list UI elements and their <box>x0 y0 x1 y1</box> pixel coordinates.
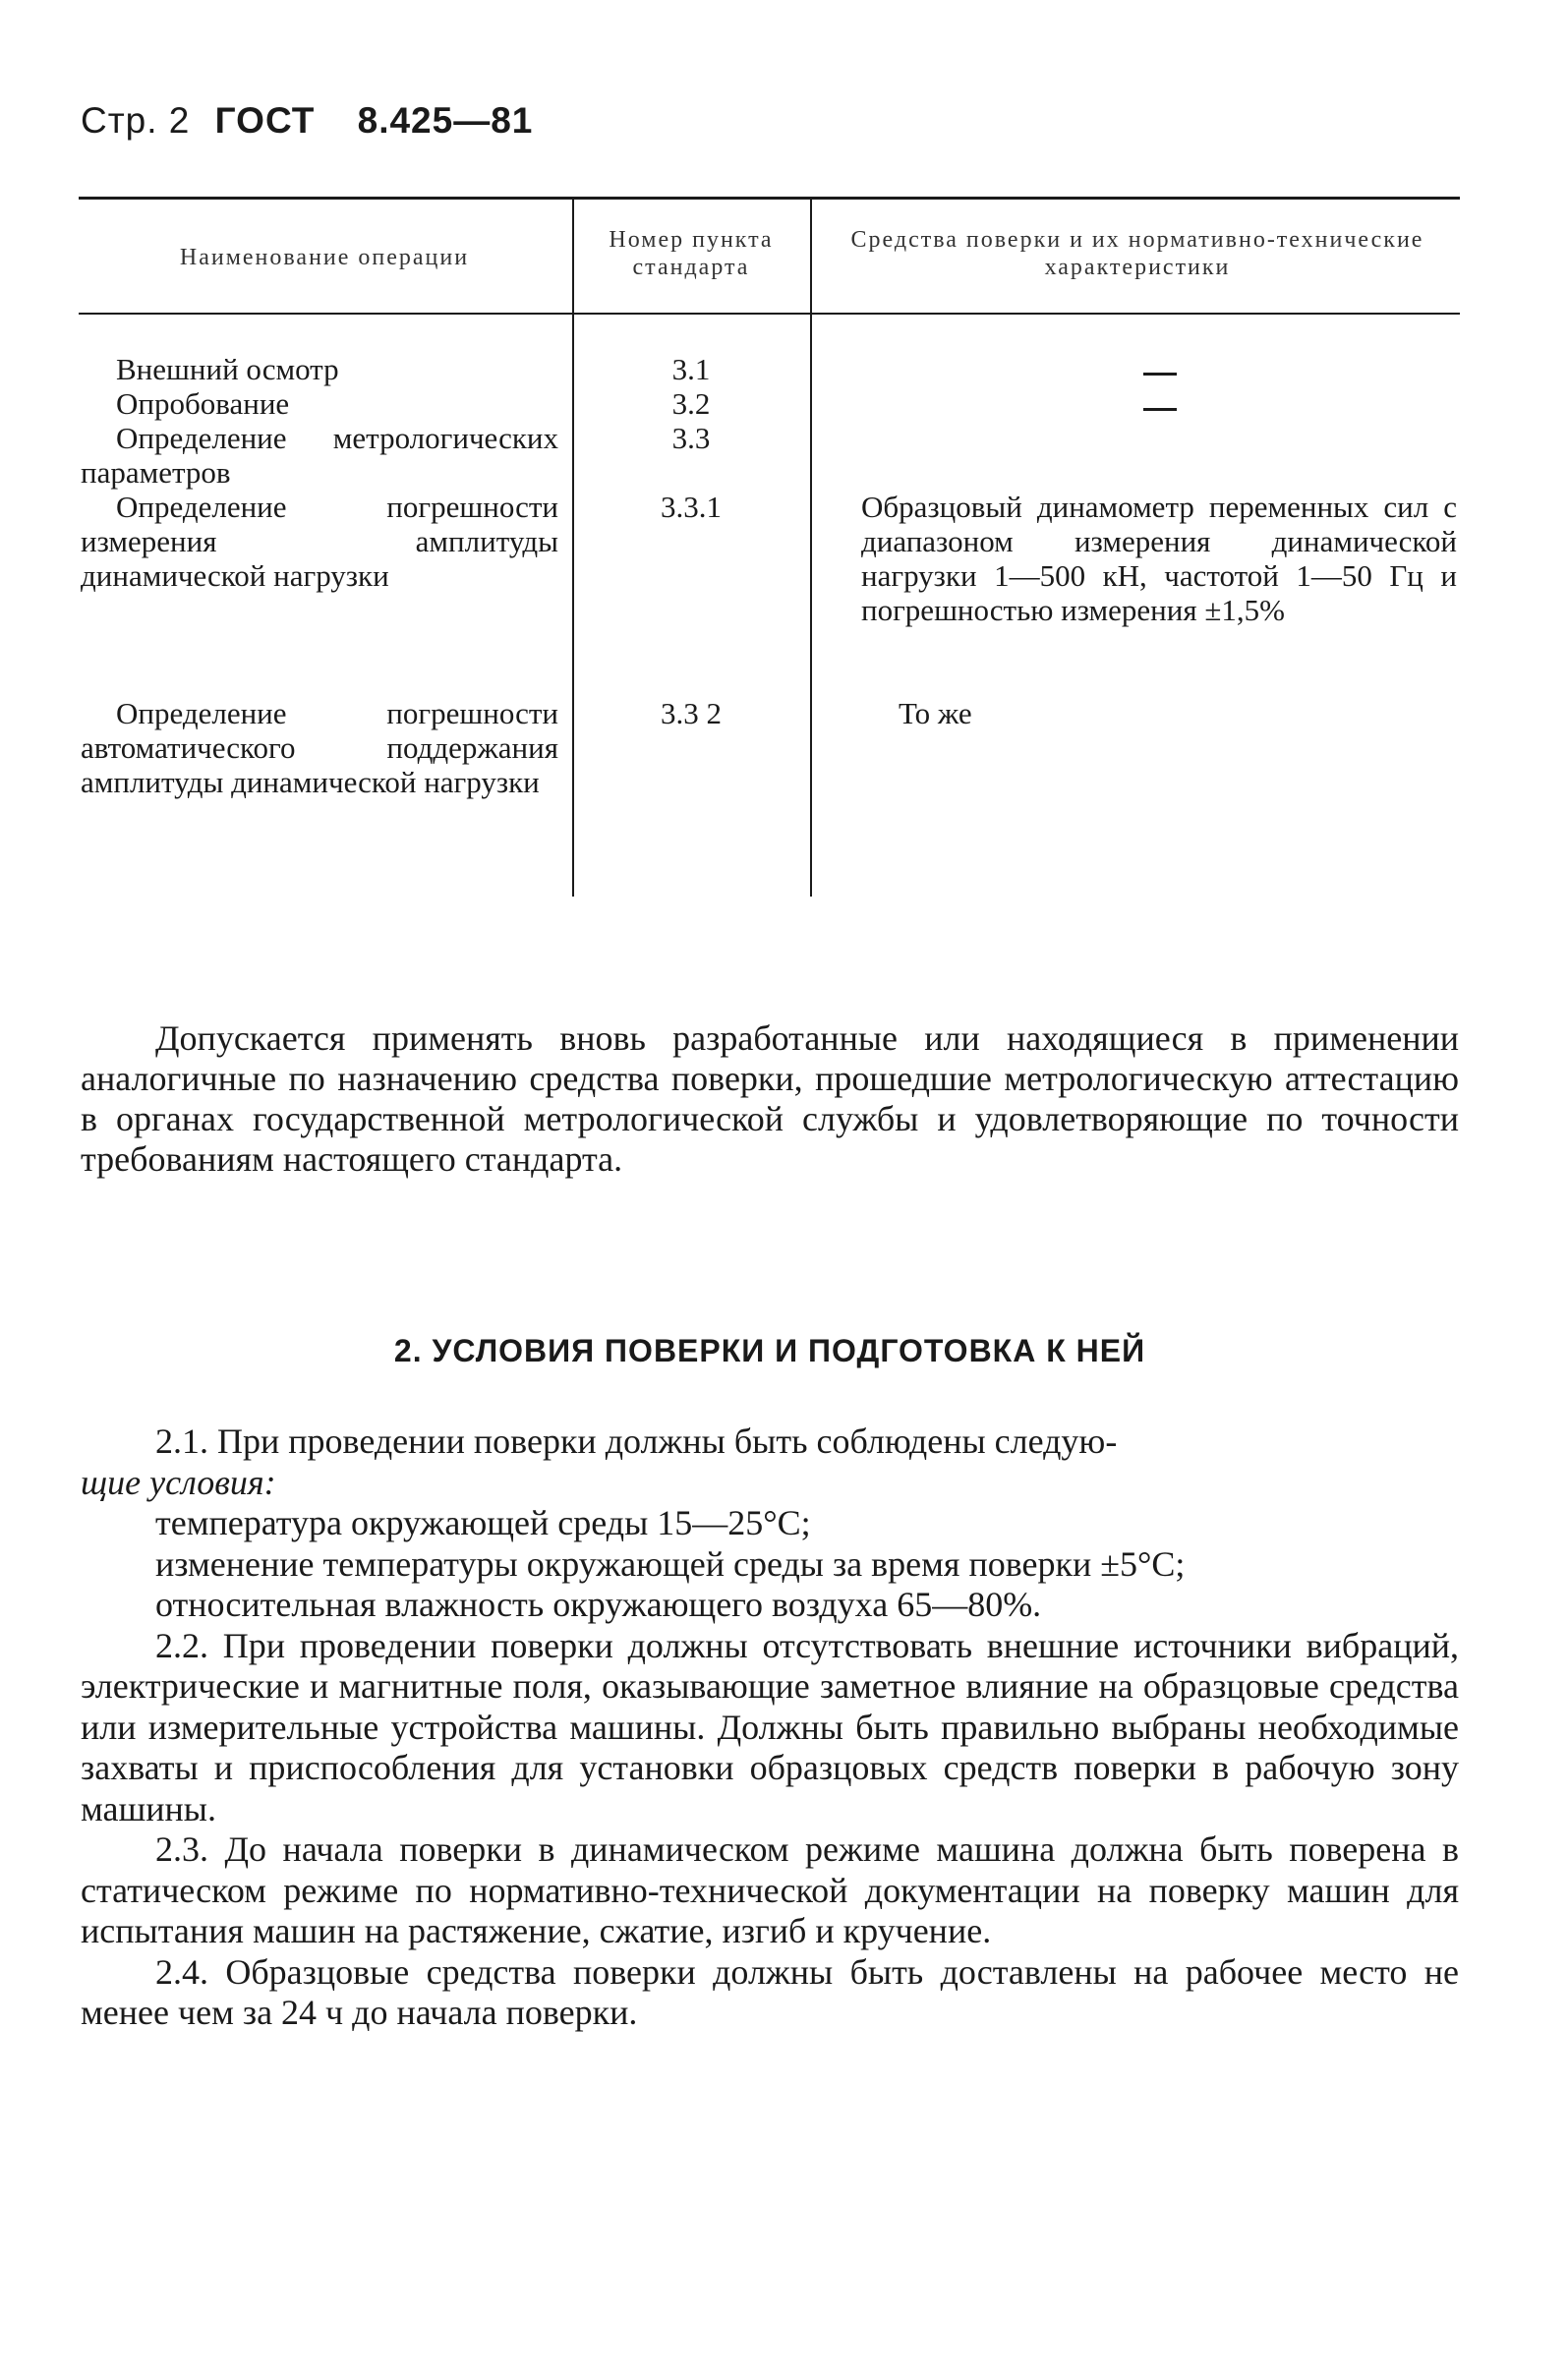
table-top-rule <box>79 197 1460 200</box>
clause-cell: 3.3 <box>671 421 711 455</box>
clause-cell: 3.3.1 <box>661 490 722 524</box>
operation-cell: Опробование <box>116 386 290 421</box>
means-cell-dash <box>1081 389 1239 424</box>
operation-cell: Определение погрешности автоматического поддержания амплитуды динамической нагрузки <box>81 696 558 799</box>
condition-item: температура окружающей среды 15—25°С; <box>155 1503 811 1542</box>
clause-2-1-lead: 2.1. При проведении поверки должны быть соблюдены следую- <box>155 1421 1118 1461</box>
section-title: 2. УСЛОВИЯ ПОВЕРКИ И ПОДГОТОВКА К НЕЙ <box>393 1333 1146 1368</box>
clause-cell: 3.1 <box>671 352 711 386</box>
means-cell: То же <box>899 696 972 730</box>
clause-cell: 3.2 <box>671 386 711 421</box>
intro-paragraph: Допускается применять вновь разработанные или находящиеся в применении аналогичные по назначению средства поверки, прошедшие метрологическую аттестацию в органах государственной метрологической службы и удовлетворяющие по точности требованиям настоящего стандарта. <box>81 1018 1459 1179</box>
table-row <box>81 386 558 421</box>
clause-cell: 3.3 2 <box>661 696 722 730</box>
standard-label: ГОСТ <box>214 100 316 141</box>
dash-mark <box>1143 408 1177 411</box>
operation-cell: Внешний осмотр <box>116 352 339 386</box>
section-body <box>81 1421 1459 2034</box>
table-header-clause: Номер пункта стандарта <box>609 227 774 280</box>
dash-mark <box>1143 373 1177 376</box>
standard-number: 8.425—81 <box>357 100 534 141</box>
clause-2-4: 2.4. Образцовые средства поверки должны быть доставлены на рабочее место не менее чем за 24 ч до начала поверки. <box>81 1951 1459 2032</box>
table-row <box>81 490 558 593</box>
clause-2-1 <box>81 1421 1459 1503</box>
clause-2-3: 2.3. До начала поверки в динамическом режиме машина должна быть поверена в статическом режиме по нормативно-технической документации на поверку машин для испытания машин на растяжение, сжатие, изгиб и кручение. <box>81 1829 1459 1950</box>
operation-cell: Определение погрешности измерения амплитуды динамической нагрузки <box>81 490 558 593</box>
means-cell-dash <box>1081 354 1239 388</box>
page-header <box>81 100 547 142</box>
condition-item: изменение температуры окружающей среды за время поверки ±5°С; <box>155 1543 1186 1584</box>
page-number: Стр. 2 <box>81 100 191 141</box>
operation-cell: Определение метрологических параметров <box>81 421 558 490</box>
table-row <box>81 696 558 799</box>
table-header-operation: Наименование операции <box>179 245 470 270</box>
table-header-rule <box>79 313 1460 315</box>
table-column-divider <box>810 197 812 897</box>
table-header-means: Средства поверки и их нормативно-технические характеристики <box>850 227 1424 280</box>
condition-item: относительная влажность окружающего воздуха 65—80%. <box>155 1585 1042 1624</box>
means-cell: Образцовый динамометр переменных сил с диапазоном измерения динамической нагрузки 1—500 кН, частотой 1—50 Гц и погрешностью измерения ±1,5% <box>861 490 1457 627</box>
table-row <box>81 352 558 386</box>
table-column-divider <box>572 197 574 897</box>
clause-2-2: 2.2. При проведении поверки должны отсутствовать внешние источники вибраций, электрические и магнитные поля, оказывающие заметное влияние на образцовые средства или измерительные устройства машины. Должны быть правильно выбраны необходимые захваты и приспособления для установки образцовых средств поверки в рабочую зону машины. <box>81 1625 1459 1828</box>
clause-2-1-italic: щие условия: <box>81 1462 276 1502</box>
table-row <box>81 421 558 490</box>
